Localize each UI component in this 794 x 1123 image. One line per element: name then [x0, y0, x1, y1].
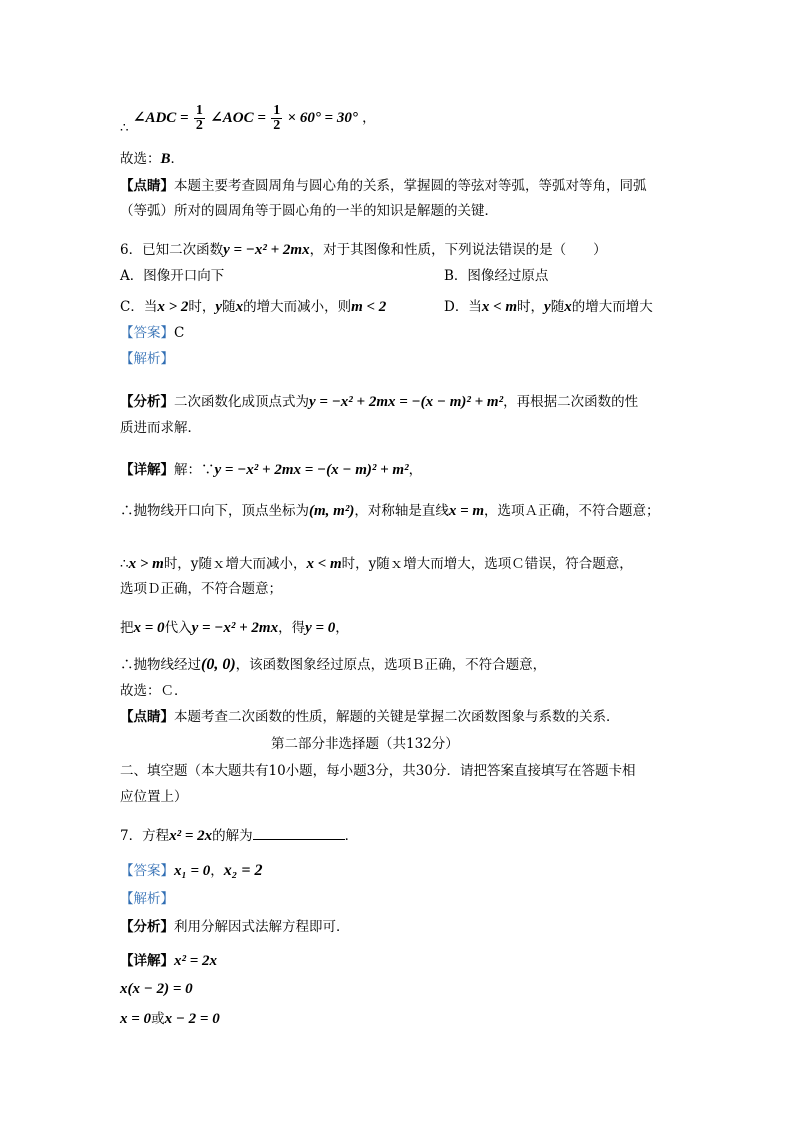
- therefore-symbol: ∴: [120, 120, 129, 136]
- section-heading-1: 二、填空题（本大题共有10小题，每小题3分，共30分．请把答案直接填写在答题卡相: [120, 763, 636, 779]
- prev-choose-line: 故选：B．: [120, 151, 185, 167]
- formula-adc: ∠ADC =: [132, 110, 189, 126]
- prev-comment-line-1: 【点睛】本题主要考查圆周角与圆心角的关系，掌握圆的等弦对等弧，等弧对等角，同弧: [120, 178, 647, 194]
- q7-detail-3: x = 0或x − 2 = 0: [120, 1011, 220, 1027]
- q6-option-b: B．图像经过原点: [444, 268, 549, 284]
- fraction-half-2: $\frac{1}{2}$: [273, 103, 281, 133]
- q6-step-5: ∴抛物线经过(0, 0)，该函数图象经过原点，选项Ｂ正确，不符合题意，: [120, 656, 547, 673]
- q6-option-a: A．图像开口向下: [120, 268, 225, 284]
- formula-result: × 60° = 30°: [287, 110, 358, 126]
- q6-fenxi-line-2: 质进而求解．: [120, 420, 201, 436]
- q6-stem: 6．已知二次函数y = −x² + 2mx，对于其图像和性质，下列说法错误的是（ ）: [120, 242, 607, 258]
- q6-choose: 故选：Ｃ．: [120, 683, 188, 699]
- fraction-half: $\frac{1}{2}$: [195, 103, 203, 133]
- q7-fenxi: 【分析】利用分解因式法解方程即可．: [120, 919, 350, 935]
- q6-step-3: 选项Ｄ正确，不符合题意；: [120, 581, 282, 597]
- q6-step-2: ∴x > m时，y随ｘ增大而减小，x < m时，y随ｘ增大而增大，选项Ｃ错误，符合题意，: [120, 556, 633, 572]
- formula-aoc: ∠AOC =: [210, 110, 266, 126]
- section-heading-2: 应位置上）: [120, 789, 188, 805]
- q6-comment: 【点睛】本题考查二次函数的性质，解题的关键是掌握二次函数图象与系数的关系．: [120, 709, 620, 725]
- q7-detail-1: 【详解】x² = 2x: [120, 953, 218, 969]
- q6-option-c: C．当x > 2时，y随x的增大而减小，则m < 2: [120, 299, 387, 315]
- q6-detail-line: 【详解】解：∵y = −x² + 2mx = −(x − m)² + m²，: [120, 462, 423, 478]
- q6-fenxi-line-1: 【分析】二次函数化成顶点式为y = −x² + 2mx = −(x − m)² + m²，再根据二次函数的性: [120, 394, 639, 410]
- q7-analysis-tag: 【解析】: [120, 891, 174, 907]
- comment-tag: 【点睛】: [120, 178, 174, 194]
- q6-step-1: ∴抛物线开口向下，顶点坐标为(m, m²)，对称轴是直线x = m，选项Ａ正确，不符合题意；: [120, 503, 660, 519]
- q7-stem: 7．方程x² = 2x的解为 ．: [120, 828, 359, 844]
- q6-answer: 【答案】C: [120, 325, 185, 341]
- prev-formula-line: [120, 103, 376, 136]
- q6-option-d: D．当x < m时，y随x的增大而增大: [444, 299, 653, 315]
- prev-comment-line-2: （等弧）所对的圆周角等于圆心角的一半的知识是解题的关键．: [120, 203, 498, 219]
- q6-step-4: 把x = 0代入y = −x² + 2mx，得y = 0，: [120, 620, 349, 636]
- trail-comma: ，: [362, 110, 376, 126]
- q7-answer: 【答案】x₁ = 0，x₂ = 2: [120, 862, 263, 879]
- answer-blank[interactable]: [253, 827, 345, 840]
- q7-detail-2: x(x − 2) = 0: [120, 981, 193, 997]
- part2-title: 第二部分非选择题（共132分）: [271, 736, 459, 752]
- q6-analysis-tag: 【解析】: [120, 351, 174, 367]
